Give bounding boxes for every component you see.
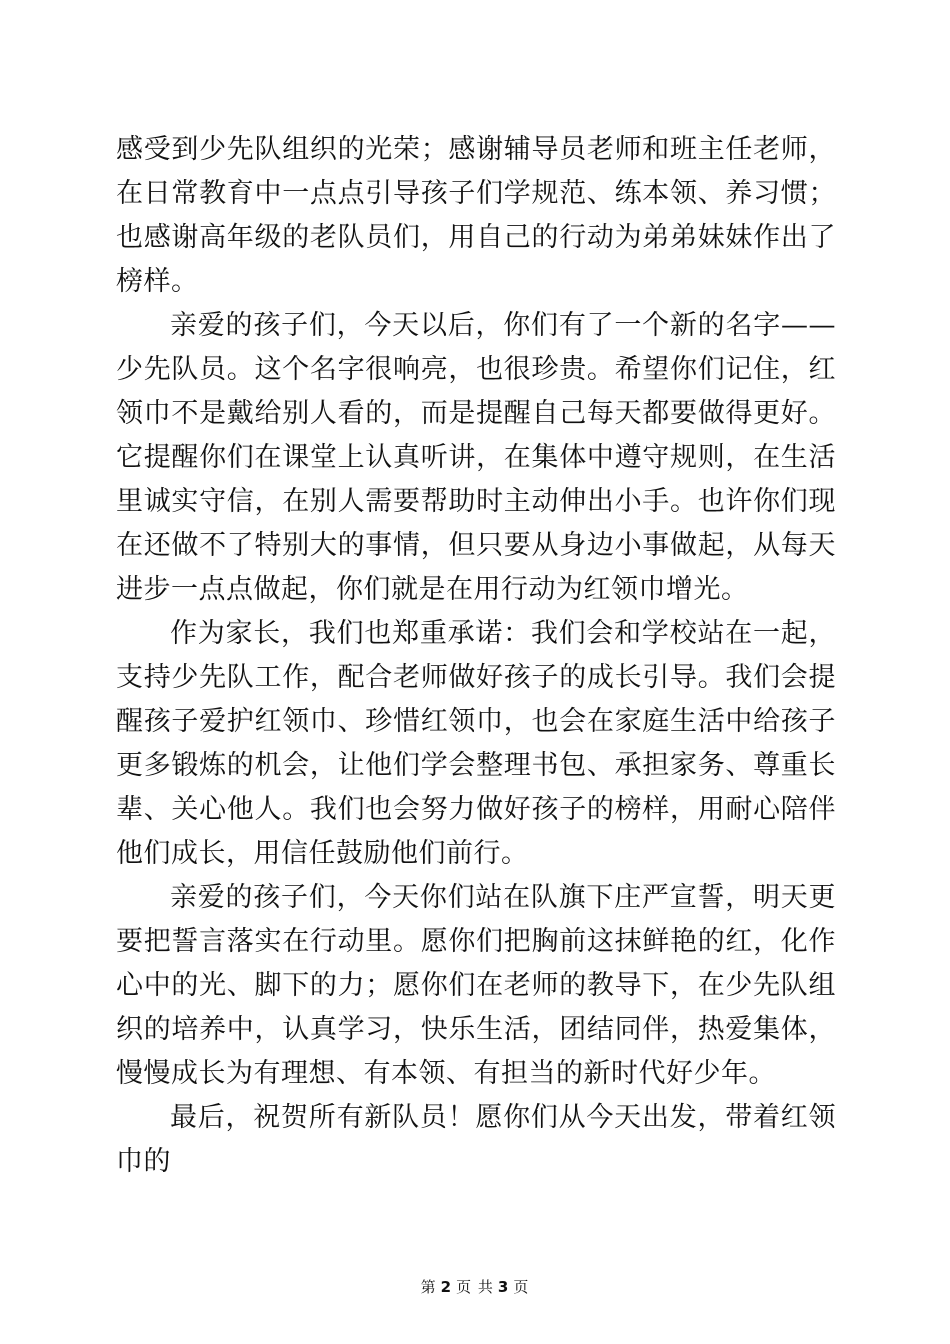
paragraph: 最后，祝贺所有新队员！愿你们从今天出发，带着红领巾的 xyxy=(116,1102,836,1177)
current-page-number: 2 xyxy=(440,1278,453,1296)
paragraph-continuation: 感受到少先队组织的光荣；感谢辅导员老师和班主任老师，在日常教育中一点点引导孩子们学规范、练本领、养习惯；也感谢高年级的老队员们，用自己的行动为弟弟妹妹作出了榜样。 xyxy=(116,134,836,297)
footer-prefix: 第 xyxy=(420,1278,437,1296)
footer-middle: 页 共 xyxy=(456,1278,494,1296)
paragraph: 亲爱的孩子们，今天以后，你们有了一个新的名字——少先队员。这个名字很响亮，也很珍贵。希望你们记住，红领巾不是戴给别人看的，而是提醒自己每天都要做得更好。它提醒你们在课堂上认真听讲，在集体中遵守规则，在生活里诚实守信，在别人需要帮助时主动伸出小手。也许你们现在还做不了特别大的事情，但只要从身边小事做起，从每天进步一点点做起，你们就是在用行动为红领巾增光。 xyxy=(116,310,836,605)
paragraph: 作为家长，我们也郑重承诺：我们会和学校站在一起，支持少先队工作，配合老师做好孩子的成长引导。我们会提醒孩子爱护红领巾、珍惜红领巾，也会在家庭生活中给孩子更多锻炼的机会，让他们学会整理书包、承担家务、尊重长辈、关心他人。我们也会努力做好孩子的榜样，用耐心陪伴他们成长，用信任鼓励他们前行。 xyxy=(116,618,836,869)
page-footer xyxy=(0,1276,950,1297)
footer-suffix: 页 xyxy=(513,1278,530,1296)
paragraph: 亲爱的孩子们，今天你们站在队旗下庄严宣誓，明天更要把誓言落实在行动里。愿你们把胸前这抹鲜艳的红，化作心中的光、脚下的力；愿你们在老师的教导下，在少先队组织的培养中，认真学习，快乐生活，团结同伴，热爱集体，慢慢成长为有理想、有本领、有担当的新时代好少年。 xyxy=(116,882,836,1089)
total-page-count: 3 xyxy=(497,1278,510,1296)
document-body xyxy=(116,128,836,1184)
